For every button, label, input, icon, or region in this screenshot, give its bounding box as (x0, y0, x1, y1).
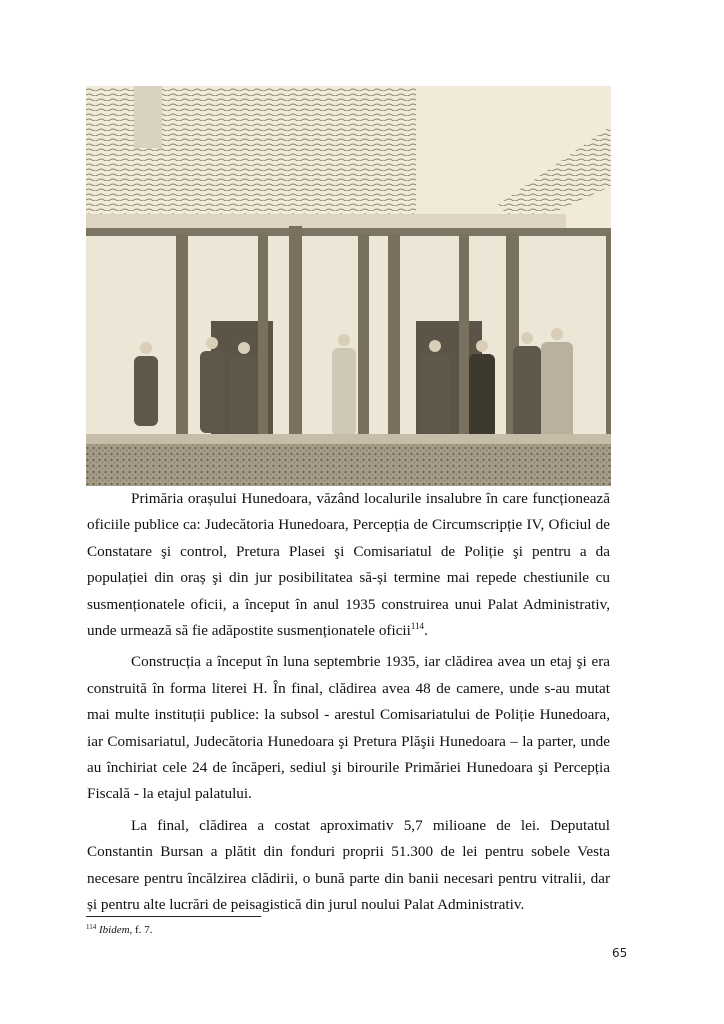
porch-floor (86, 434, 611, 444)
body-text (87, 486, 610, 919)
eave (86, 214, 566, 228)
photo-illustration (86, 86, 611, 486)
paragraph (87, 486, 610, 644)
paragraph: La final, clădirea a costat aproximativ 5,7 milioane de lei. Deputatul Constantin Bursan a plătit din fonduri proprii 51.300 de lei pentru sobele Vesta necesare pentru încălzirea clădirii, o bună parte din banii necesari pentru vitralii, dar și pentru alte lucrări de peisagistică din jurul noului Palat Administrativ. (87, 816, 610, 914)
historical-photo (86, 86, 611, 486)
page-number: 65 (612, 946, 628, 960)
paragraph-end: . (424, 622, 428, 640)
footnote-ref[interactable]: 114 (410, 621, 425, 632)
beam (86, 228, 611, 236)
footnote-divider (86, 916, 261, 917)
footnote-number: 114 (86, 923, 97, 931)
footnote-italic: Ibidem (99, 924, 130, 936)
grass (86, 444, 611, 486)
footnote-rest: , f. 7. (129, 924, 153, 936)
footnote (86, 924, 152, 936)
paragraph: Construcția a început în luna septembrie 1935, iar clădirea avea un etaj şi era construită în forma literei H. În final, clădirea avea 48 de camere, unde s-au mutat mai multe instituții publice: la subsol - arestul Comisariatului de Poliție Hunedoara, iar Comisariatul, Judecătoria Hunedoara şi Pretura Plăşii Hunedoara – la parter, unde au închiriat cele 24 de încăperi, sediul şi birourile Primăriei Hunedoara şi Percepția Fiscală - la etajul palatului. (87, 653, 610, 803)
paragraph-text: Primăria orașului Hunedoara, văzând localurile insalubre în care funcționează oficiile publice ca: Judecătoria Hunedoara, Percepția de Circumscripție IV, Oficiul de Constatare şi control, Pretura Plasei şi Comisariatul de Poliție şi pentru a da populației din oraș şi din jur posibilitatea să-și termine mai repede chestiunile cu susmenționatele oficii, a început în anul 1935 construirea unui Palat Administrativ, unde urmează să fie adăpostite susmenționatele oficii (87, 490, 610, 640)
chimney (134, 86, 162, 148)
